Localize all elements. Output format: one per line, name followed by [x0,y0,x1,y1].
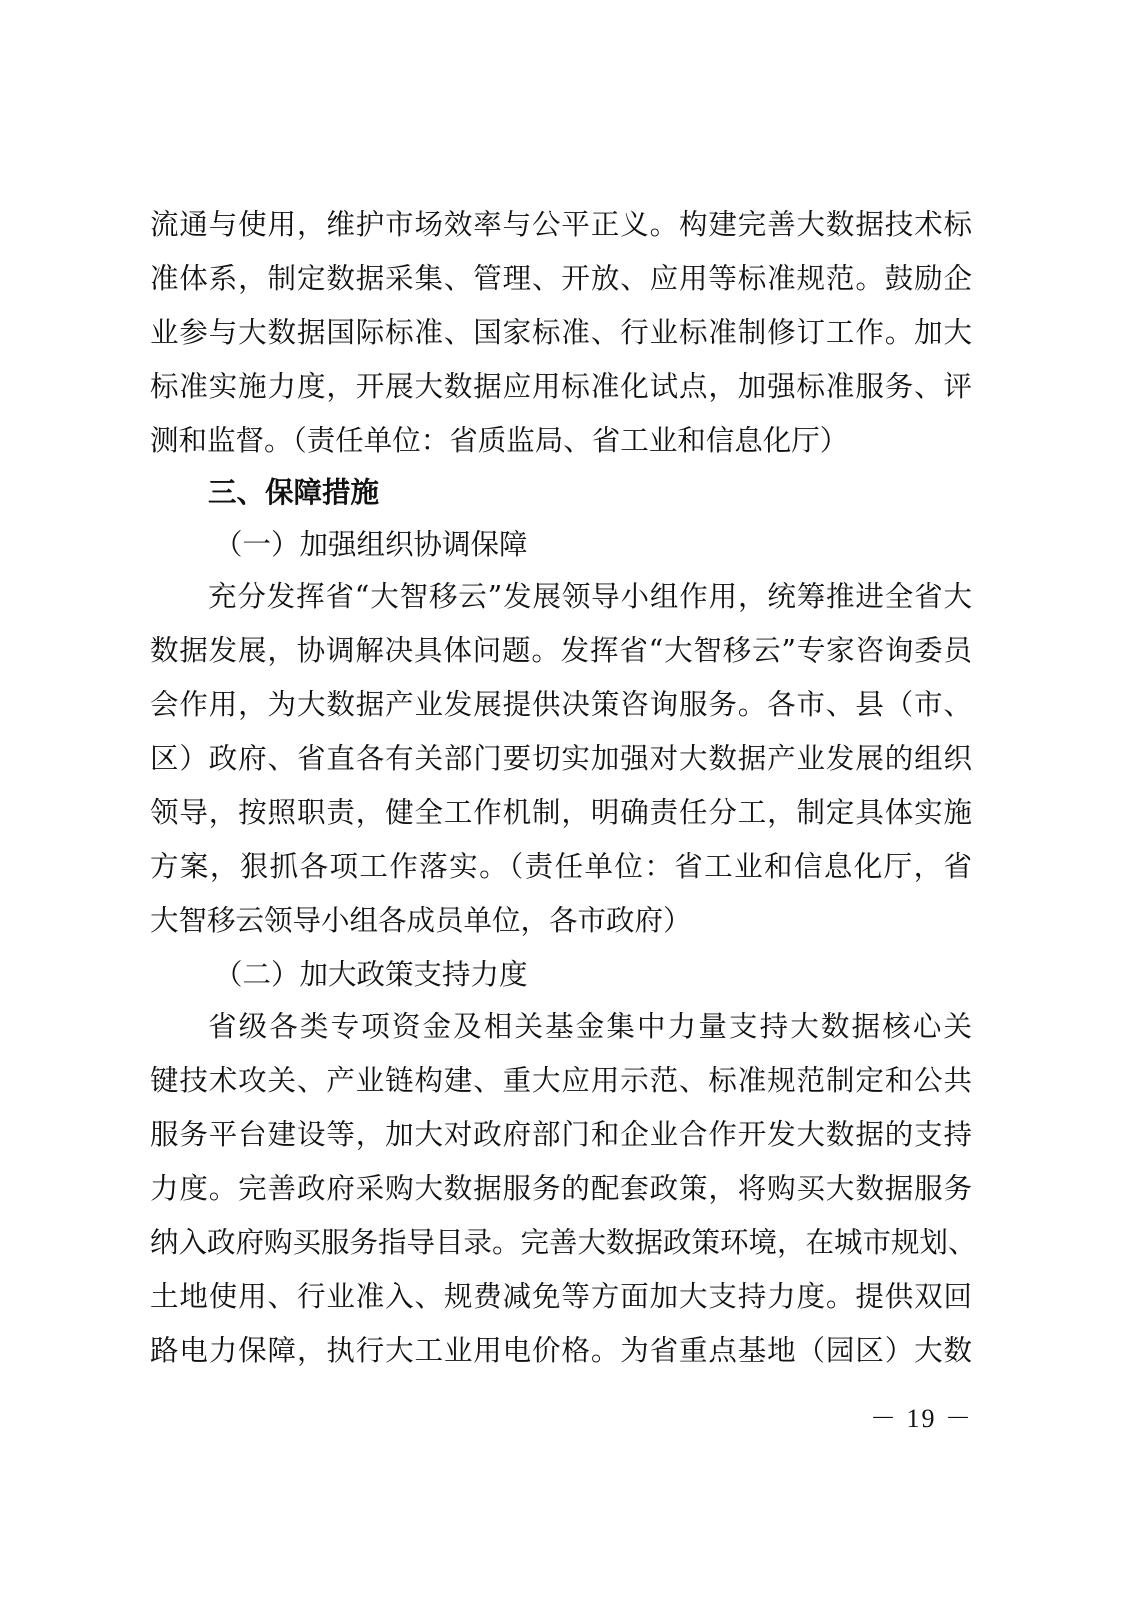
text-line: 准体系，制定数据采集、管理、开放、应用等标准规范。鼓励企 [150,262,972,295]
page-number: － 19 － [869,1404,973,1433]
text-line: 服务平台建设等，加大对政府部门和企业合作开发大数据的支持 [150,1118,972,1151]
text-line: 流通与使用，维护市场效率与公平正义。构建完善大数据技术标 [150,208,972,241]
text-line: 方案，狠抓各项工作落实。（责任单位：省工业和信息化厅，省 [150,850,972,883]
section-heading: 三、保障措施 [208,476,380,509]
text-line: 领导，按照职责，健全工作机制，明确责任分工，制定具体实施 [150,796,972,829]
text-line: 充分发挥省“大智移云”发展领导小组作用，统筹推进全省大 [208,580,972,613]
subsection-heading: （二）加大政策支持力度 [214,958,528,991]
text-line: 会作用，为大数据产业发展提供决策咨询服务。各市、县（市、 [150,688,972,721]
text-line: 路电力保障，执行大工业用电价格。为省重点基地（园区）大数 [150,1334,972,1367]
text-line: 键技术攻关、产业链构建、重大应用示范、标准规范制定和公共 [150,1064,972,1097]
text-line: 纳入政府购买服务指导目录。完善大数据政策环境，在城市规划、 [150,1226,977,1259]
subsection-heading: （一）加强组织协调保障 [214,528,528,561]
text-line: 业参与大数据国际标准、国家标准、行业标准制修订工作。加大 [150,316,972,349]
text-line: 省级各类专项资金及相关基金集中力量支持大数据核心关 [208,1010,972,1043]
text-line: 标准实施力度，开展大数据应用标准化试点，加强标准服务、评 [150,370,972,403]
text-line: 大智移云领导小组各成员单位，各市政府） [150,904,692,937]
text-line: 力度。完善政府采购大数据服务的配套政策，将购买大数据服务 [150,1172,972,1205]
text-line: 区）政府、省直各有关部门要切实加强对大数据产业发展的组织 [150,742,972,775]
text-line: 土地使用、行业准入、规费减免等方面加大支持力度。提供双回 [150,1280,972,1313]
text-line: 数据发展，协调解决具体问题。发挥省“大智移云”专家咨询委员 [150,634,972,667]
text-line: 测和监督。（责任单位：省质监局、省工业和信息化厅） [150,424,849,457]
